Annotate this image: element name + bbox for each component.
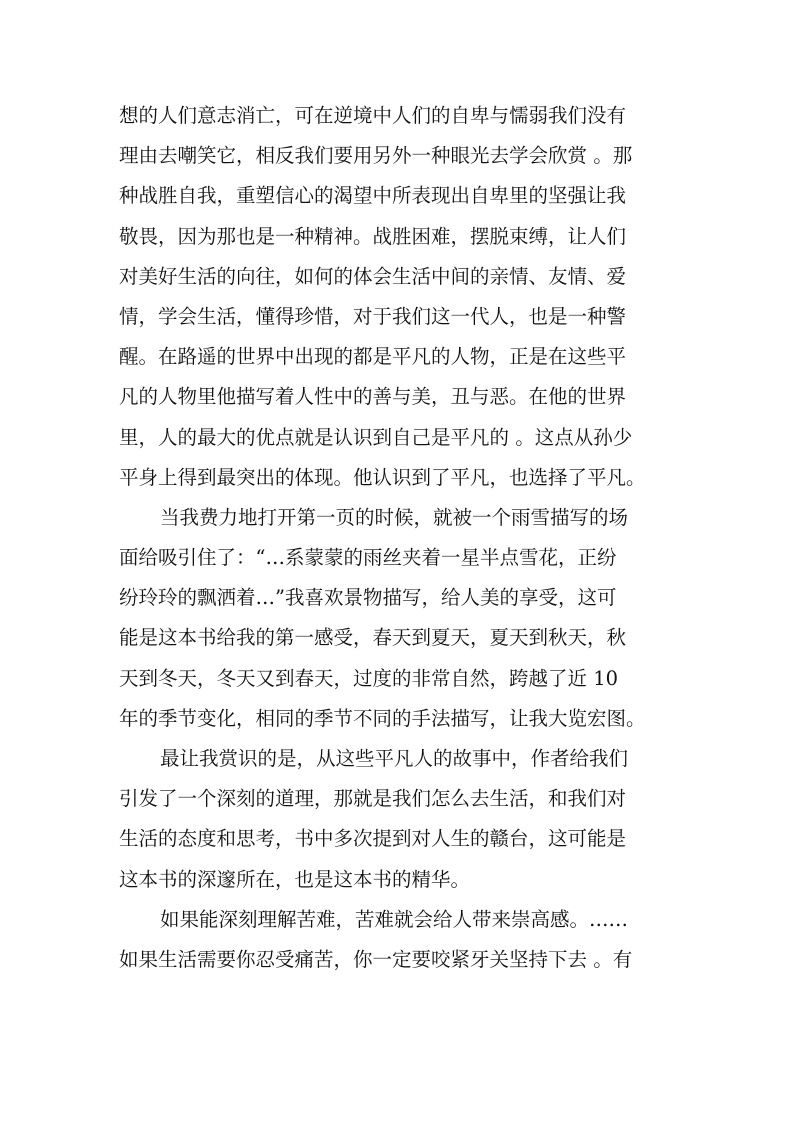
- text-line: 天到冬天，冬天又到春天，过度的非常自然，跨越了近 10: [119, 666, 619, 690]
- text-line: 引发了一个深刻的道理，那就是我们怎么去生活，和我们对: [119, 787, 627, 811]
- body-text: [119, 96, 679, 980]
- text-line: 想的人们意志消亡，可在逆境中人们的自卑与懦弱我们没有: [119, 104, 627, 127]
- paragraph-first-line: 如果能深刻理解苦难，苦难就会给人带来崇高感。……: [160, 907, 629, 931]
- text-line: 如果生活需要你忍受痛苦，你一定要咬紧牙关坚持下去 。有: [119, 947, 633, 971]
- text-line: 这本书的深邃所在，也是这本书的精华。: [119, 867, 471, 891]
- text-line: 纷玲玲的飘洒着…”我喜欢景物描写，给人美的享受，这可: [119, 586, 617, 610]
- paragraph-first-line: 当我费力地打开第一页的时候，就被一个雨雪描写的场: [160, 505, 629, 529]
- text-line: 对美好生活的向往，如何的体会生活中间的亲情、友情、爱: [119, 264, 627, 288]
- text-line: 种战胜自我，重塑信心的渴望中所表现出自卑里的坚强让我: [119, 184, 627, 208]
- text-line: 敬畏，因为那也是一种精神。战胜困难，摆脱束缚，让人们: [119, 224, 627, 248]
- text-line: 理由去嘲笑它，相反我们要用另外一种眼光去学会欣赏 。那: [119, 144, 633, 168]
- text-line: 凡的人物里他描写着人性中的善与美，丑与恶。在他的世界: [119, 385, 627, 409]
- paragraph-first-line: 最让我赏识的是，从这些平凡人的故事中，作者给我们: [160, 747, 629, 770]
- text-line: 情，学会生活，懂得珍惜，对于我们这一代人，也是一种警: [119, 304, 627, 328]
- text-line: 平身上得到最突出的体现。他认识到了平凡，也选择了平凡。: [119, 465, 646, 489]
- text-line: 生活的态度和思考，书中多次提到对人生的赣台，这可能是: [119, 827, 627, 851]
- text-line: 醒。在路遥的世界中出现的都是平凡的人物，正是在这些平: [119, 345, 627, 369]
- text-line: 面给吸引住了：“…系蒙蒙的雨丝夹着一星半点雪花，正纷: [119, 546, 617, 570]
- text-line: 年的季节变化，相同的季节不同的手法描写，让我大览宏图。: [119, 706, 646, 730]
- text-line: 里，人的最大的优点就是认识到自己是平凡的 。这点从孙少: [119, 425, 633, 449]
- text-line: 能是这本书给我的第一感受，春天到夏天，夏天到秋天，秋: [119, 626, 627, 650]
